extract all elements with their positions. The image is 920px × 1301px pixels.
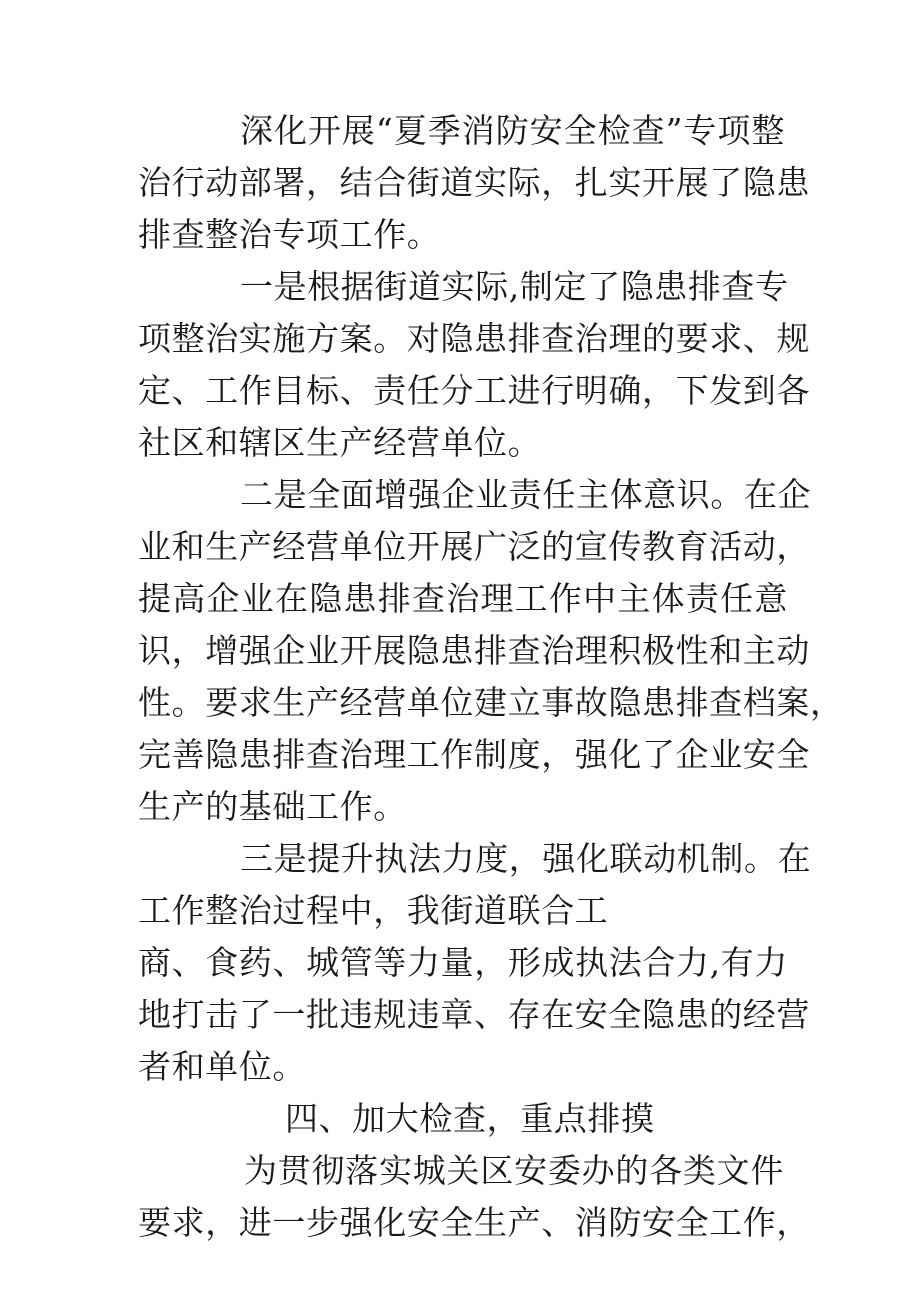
- paragraph-3-line-1: 二是全面增强企业责任主体意识。在企: [240, 475, 812, 514]
- paragraph-4-line-3: 商、食药、城管等力量，形成执法合力,有力: [138, 943, 788, 982]
- paragraph-4-line-2: 工作整治过程中，我街道联合工: [138, 891, 609, 930]
- paragraph-3-line-6: 完善隐患排查治理工作制度，强化了企业安全: [138, 735, 810, 774]
- paragraph-3-line-7: 生产的基础工作。: [138, 787, 407, 826]
- section-heading: 四、加大检查，重点排摸: [285, 1099, 655, 1138]
- paragraph-2-line-3: 定、工作目标、责任分工进行明确，下发到各: [138, 371, 810, 410]
- paragraph-3-line-5: 性。要求生产经营单位建立事故隐患排查档案，: [138, 683, 844, 722]
- paragraph-5-line-1: 为贯彻落实城关区安委办的各类文件: [244, 1151, 784, 1190]
- paragraph-3-line-2: 业和生产经营单位开展广泛的宣传教育活动，: [138, 527, 810, 566]
- paragraph-1-line-2: 治行动部署，结合街道实际，扎实开展了隐患: [138, 163, 810, 202]
- paragraph-4-line-5: 者和单位。: [138, 1047, 306, 1086]
- paragraph-4-line-4: 地打击了一批违规违章、存在安全隐患的经营: [138, 995, 810, 1034]
- paragraph-1-line-1: 深化开展“夏季消防安全检查”专项整: [240, 111, 785, 150]
- paragraph-5-line-2: 要求，进一步强化安全生产、消防安全工作，: [138, 1203, 810, 1242]
- paragraph-2-line-1: 一是根据街道实际,制定了隐患排查专: [240, 267, 789, 306]
- paragraph-2-line-4: 社区和辖区生产经营单位。: [138, 423, 542, 462]
- paragraph-3-line-3: 提高企业在隐患排查治理工作中主体责任意: [138, 579, 788, 618]
- paragraph-4-line-1: 三是提升执法力度，强化联动机制。在: [240, 839, 812, 878]
- paragraph-2-line-2: 项整治实施方案。对隐患排查治理的要求、规: [138, 319, 810, 358]
- paragraph-3-line-4: 识，增强企业开展隐患排查治理积极性和主动: [138, 631, 810, 670]
- paragraph-1-line-3: 排查整治专项工作。: [138, 215, 441, 254]
